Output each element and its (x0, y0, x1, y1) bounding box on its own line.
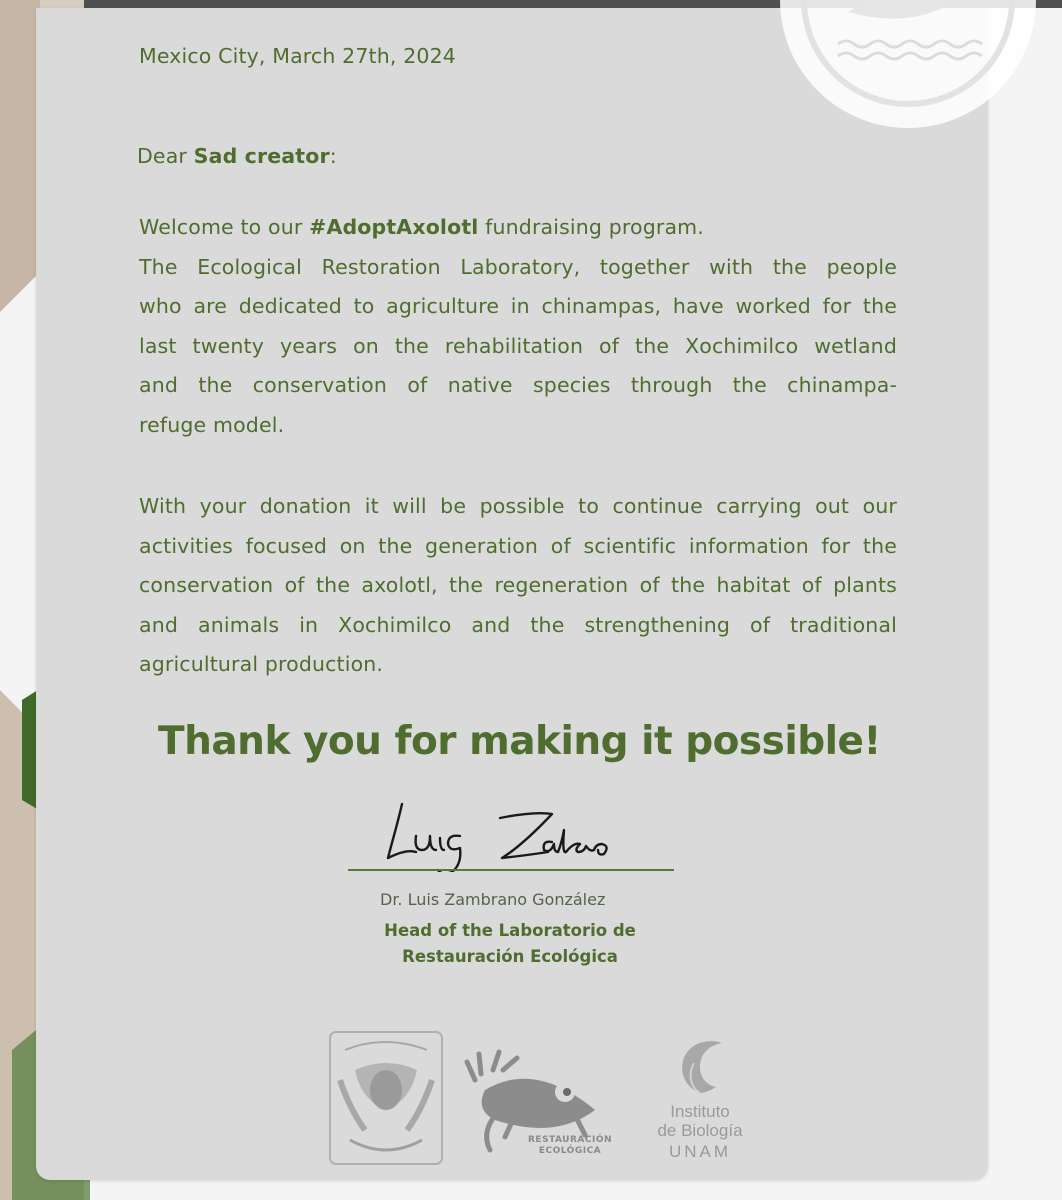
hashtag-adopt-axolotl: #AdoptAxolotl (309, 215, 479, 239)
signer-role (380, 918, 640, 970)
paragraph-intro-line (139, 208, 897, 248)
closing-thank-you: Thank you for making it possible! (158, 719, 881, 764)
instituto-line: de Biología (657, 1121, 743, 1140)
salutation-prefix: Dear (137, 144, 187, 168)
unam-seal-logo-icon (330, 1032, 442, 1164)
shell-icon (670, 1035, 730, 1097)
paragraph-donation-line: agricultural production. (139, 652, 384, 676)
paragraph-intro-line: and the conservation of native species through the chinampa- (139, 373, 897, 397)
restauracion-logo-line: ECOLÓGICA (538, 1146, 602, 1156)
salutation-suffix: : (329, 144, 337, 168)
instituto-unam: UNAM (668, 1142, 732, 1161)
signer-role-line: Head of the Laboratorio de (384, 921, 636, 940)
salutation (137, 137, 337, 177)
restauracion-logo-line: RESTAURACIÓN (527, 1135, 613, 1145)
signer-name: Dr. Luis Zambrano González (380, 890, 606, 909)
signature-line (348, 869, 674, 871)
paragraph-donation-line: and animals in Xochimilco and the strengthening of traditional (139, 612, 897, 637)
axolotl-seal-watermark-icon (778, 0, 1038, 132)
intro-text-end: fundraising program. (478, 215, 704, 239)
paragraph-intro-line: last twenty years on the rehabilitation of the Xochimilco wetland (139, 333, 897, 358)
intro-text: Welcome to our (139, 215, 310, 239)
instituto-biologia-logo (650, 1035, 750, 1161)
paragraph-intro-line: refuge model. (139, 412, 285, 437)
paragraph-donation (139, 487, 897, 685)
signature-image (370, 792, 640, 872)
restauracion-logo-text (520, 1135, 620, 1157)
paragraph-donation-line: activities focused on the generation of scientific information for the (139, 533, 897, 558)
paragraph-intro (139, 208, 897, 445)
paragraph-intro-line: The Ecological Restoration Laboratory, together with the people (139, 254, 897, 279)
signer-role-line: Restauración Ecológica (402, 947, 618, 966)
recipient-name: Sad creator (193, 144, 330, 168)
paragraph-donation-line: With your donation it will be possible to continue carrying out our (139, 494, 897, 518)
paragraph-donation-line: conservation of the axolotl, the regeneration of the habitat of plants (139, 573, 897, 597)
paragraph-intro-line: who are dedicated to agriculture in chinampas, have worked for the (139, 294, 897, 318)
instituto-line: Instituto (670, 1102, 730, 1121)
letter-date: Mexico City, March 27th, 2024 (139, 44, 456, 68)
